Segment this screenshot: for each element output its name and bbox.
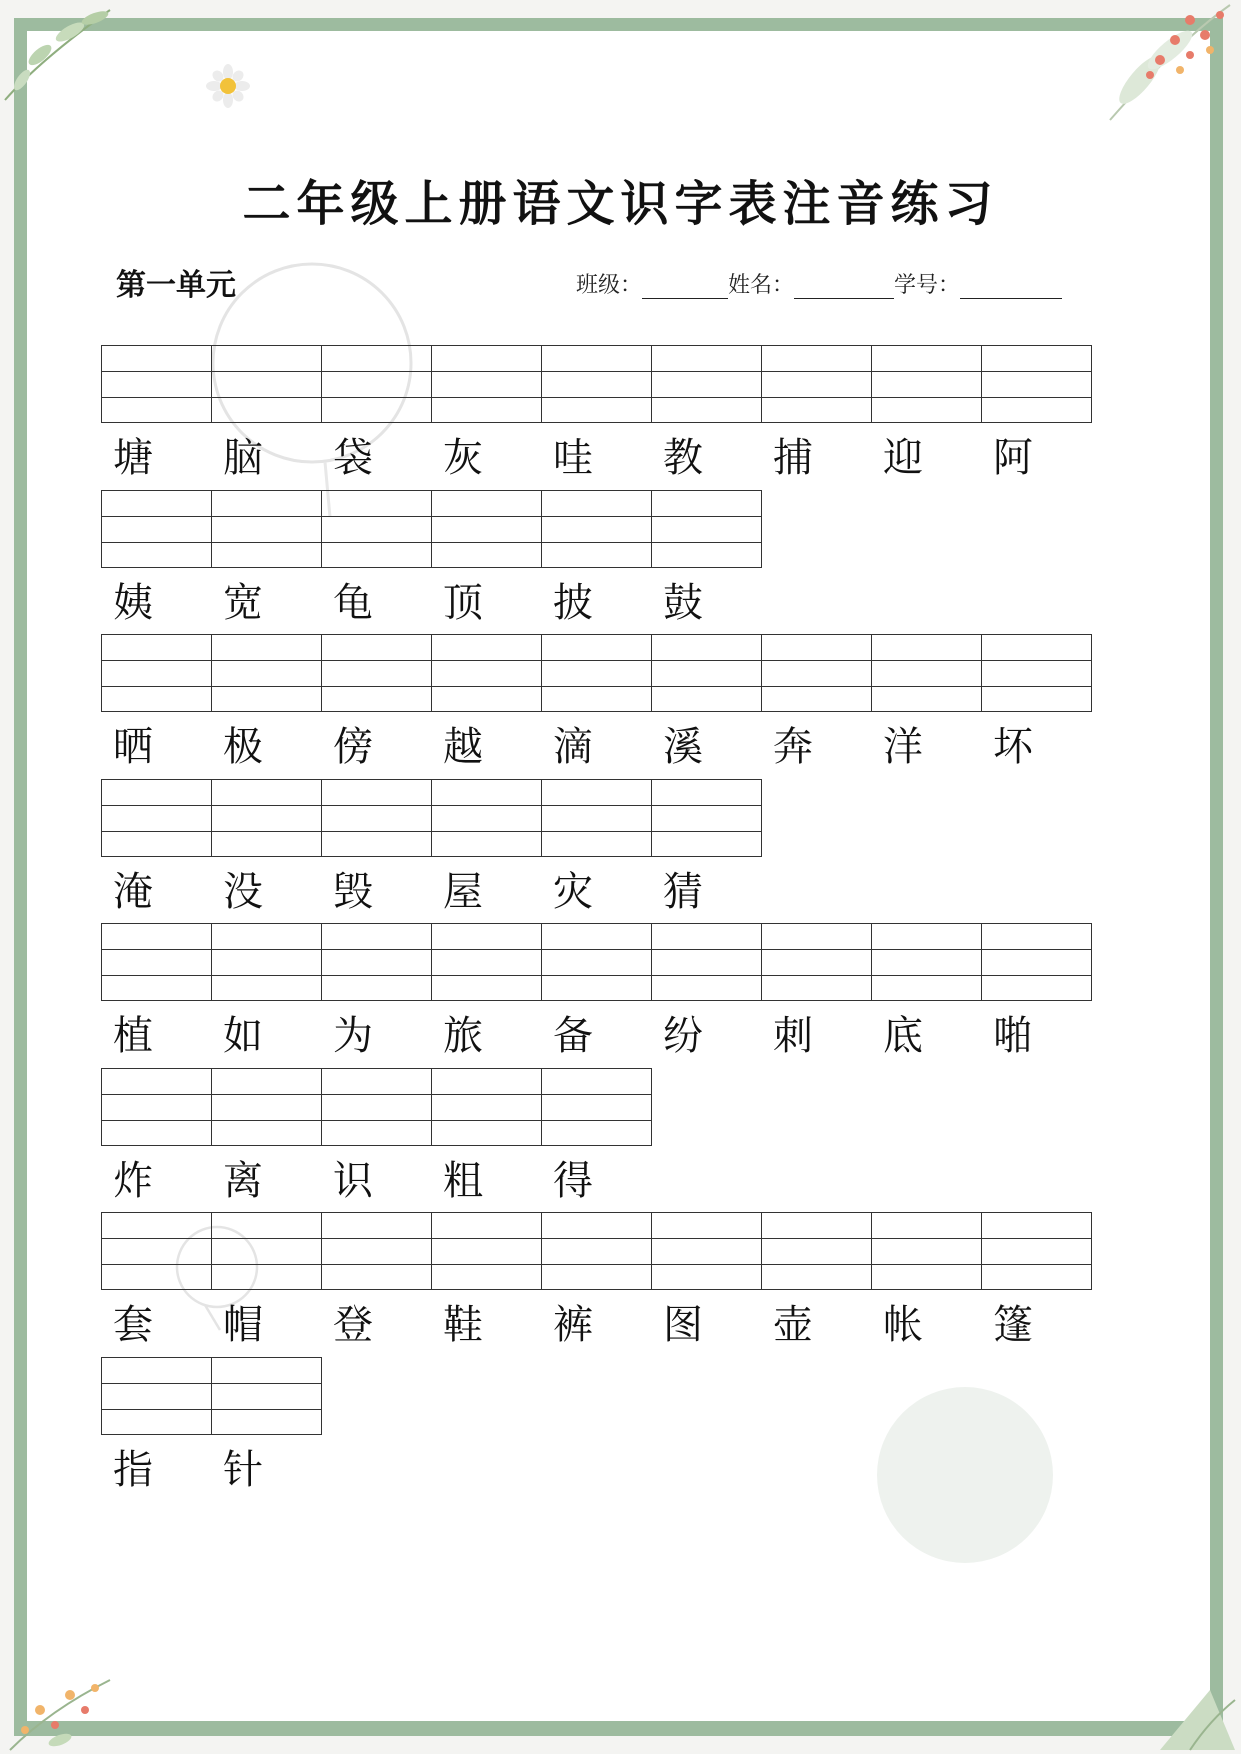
- pinyin-cell[interactable]: [651, 634, 762, 712]
- guide-line: [102, 1120, 211, 1121]
- pinyin-cell[interactable]: [211, 779, 322, 857]
- guide-line: [432, 1120, 541, 1121]
- hanzi-character: 奔: [773, 724, 813, 770]
- guide-line: [212, 1238, 321, 1239]
- guide-line: [982, 660, 1091, 661]
- pinyin-cell[interactable]: [651, 1212, 762, 1290]
- pinyin-cell[interactable]: [321, 490, 432, 568]
- guide-line: [872, 1264, 981, 1265]
- guide-line: [652, 975, 761, 976]
- hanzi-character: 坏: [993, 724, 1033, 770]
- guide-line: [542, 371, 651, 372]
- pinyin-cell[interactable]: [431, 779, 542, 857]
- guide-line: [542, 949, 651, 950]
- hanzi-character: 灰: [443, 435, 483, 481]
- hanzi-character: 得: [553, 1158, 593, 1204]
- page-title: 二年级上册语文识字表注音练习: [242, 176, 999, 232]
- guide-line: [872, 660, 981, 661]
- pinyin-cell[interactable]: [651, 345, 762, 423]
- guide-line: [102, 831, 211, 832]
- hanzi-character: 教: [663, 435, 703, 481]
- hanzi-character: 备: [553, 1013, 593, 1059]
- pinyin-cell[interactable]: [321, 345, 432, 423]
- pinyin-cell[interactable]: [101, 490, 212, 568]
- guide-line: [322, 542, 431, 543]
- guide-line: [432, 805, 541, 806]
- guide-line: [322, 371, 431, 372]
- name-label: 姓名：: [728, 273, 795, 298]
- hanzi-character: 底: [883, 1013, 923, 1059]
- guide-line: [542, 805, 651, 806]
- pinyin-cell[interactable]: [541, 923, 652, 1001]
- pinyin-cell[interactable]: [651, 779, 762, 857]
- guide-line: [212, 1094, 321, 1095]
- number-label: 学号：: [894, 273, 961, 298]
- guide-line: [762, 397, 871, 398]
- guide-line: [432, 831, 541, 832]
- guide-line: [762, 1264, 871, 1265]
- hanzi-character: 啪: [993, 1013, 1033, 1059]
- guide-line: [982, 975, 1091, 976]
- hanzi-character: 迎: [883, 435, 923, 481]
- pinyin-cell[interactable]: [871, 923, 982, 1001]
- hanzi-character: 滴: [553, 724, 593, 770]
- guide-line: [432, 516, 541, 517]
- guide-line: [542, 542, 651, 543]
- guide-line: [542, 1264, 651, 1265]
- guide-line: [652, 542, 761, 543]
- guide-line: [212, 1120, 321, 1121]
- guide-line: [872, 949, 981, 950]
- pinyin-cell[interactable]: [651, 490, 762, 568]
- guide-line: [322, 1120, 431, 1121]
- hanzi-character: 粗: [443, 1158, 483, 1204]
- pinyin-cell[interactable]: [211, 1357, 322, 1435]
- guide-line: [322, 975, 431, 976]
- guide-line: [322, 1264, 431, 1265]
- hanzi-character: 哇: [553, 435, 593, 481]
- guide-line: [322, 686, 431, 687]
- guide-line: [762, 371, 871, 372]
- hanzi-character: 登: [333, 1302, 373, 1348]
- hanzi-character: 灾: [553, 869, 593, 915]
- hanzi-character: 识: [333, 1158, 373, 1204]
- guide-line: [982, 1264, 1091, 1265]
- guide-line: [652, 1264, 761, 1265]
- pinyin-cell[interactable]: [541, 1212, 652, 1290]
- guide-line: [652, 686, 761, 687]
- hanzi-character: 毁: [333, 869, 373, 915]
- hanzi-character: 猜: [663, 869, 703, 915]
- pinyin-cell[interactable]: [211, 345, 322, 423]
- pinyin-cell[interactable]: [101, 1212, 212, 1290]
- guide-line: [212, 949, 321, 950]
- hanzi-character: 塘: [113, 435, 153, 481]
- pinyin-cell[interactable]: [211, 1212, 322, 1290]
- pinyin-cell[interactable]: [981, 345, 1092, 423]
- guide-line: [212, 1383, 321, 1384]
- guide-line: [102, 397, 211, 398]
- guide-line: [542, 1238, 651, 1239]
- guide-line: [212, 1409, 321, 1410]
- guide-line: [212, 516, 321, 517]
- pinyin-cell[interactable]: [541, 779, 652, 857]
- pinyin-cell[interactable]: [651, 923, 762, 1001]
- hanzi-character: 篷: [993, 1302, 1033, 1348]
- guide-line: [762, 1238, 871, 1239]
- guide-line: [432, 371, 541, 372]
- hanzi-character: 溪: [663, 724, 703, 770]
- guide-line: [322, 1238, 431, 1239]
- hanzi-character: 指: [113, 1447, 153, 1493]
- pinyin-cell[interactable]: [321, 1212, 432, 1290]
- pinyin-cell[interactable]: [761, 1212, 872, 1290]
- guide-line: [102, 1383, 211, 1384]
- guide-line: [652, 660, 761, 661]
- guide-line: [872, 371, 981, 372]
- guide-line: [212, 542, 321, 543]
- guide-line: [542, 1094, 651, 1095]
- guide-line: [322, 660, 431, 661]
- guide-line: [102, 542, 211, 543]
- pinyin-cell[interactable]: [101, 345, 212, 423]
- pinyin-cell[interactable]: [321, 634, 432, 712]
- guide-line: [432, 975, 541, 976]
- pinyin-cell[interactable]: [431, 634, 542, 712]
- guide-line: [102, 660, 211, 661]
- guide-line: [982, 686, 1091, 687]
- hanzi-character: 帽: [223, 1302, 263, 1348]
- guide-line: [652, 371, 761, 372]
- flower-sprig-bottom-left-icon: [0, 1650, 130, 1754]
- hanzi-character: 晒: [113, 724, 153, 770]
- pinyin-cell[interactable]: [321, 1068, 432, 1146]
- pinyin-cell[interactable]: [431, 1068, 542, 1146]
- hanzi-character: 屋: [443, 869, 483, 915]
- guide-line: [102, 949, 211, 950]
- guide-line: [652, 949, 761, 950]
- guide-line: [982, 371, 1091, 372]
- guide-line: [432, 660, 541, 661]
- daisy-flower-icon: [206, 64, 250, 108]
- pinyin-cell[interactable]: [211, 1068, 322, 1146]
- hanzi-character: 脑: [223, 435, 263, 481]
- guide-line: [212, 975, 321, 976]
- pinyin-cell[interactable]: [101, 634, 212, 712]
- pinyin-cell[interactable]: [101, 1068, 212, 1146]
- leaf-corner-bottom-right-icon: [1150, 1670, 1241, 1754]
- guide-line: [322, 1094, 431, 1095]
- hanzi-character: 如: [223, 1013, 263, 1059]
- hanzi-character: 姨: [113, 580, 153, 626]
- hanzi-character: 为: [333, 1013, 373, 1059]
- pinyin-cell[interactable]: [211, 923, 322, 1001]
- pinyin-cell[interactable]: [321, 779, 432, 857]
- guide-line: [212, 805, 321, 806]
- guide-line: [652, 1238, 761, 1239]
- pinyin-cell[interactable]: [101, 779, 212, 857]
- pinyin-cell[interactable]: [761, 923, 872, 1001]
- pinyin-cell[interactable]: [761, 634, 872, 712]
- guide-line: [872, 397, 981, 398]
- guide-line: [432, 542, 541, 543]
- guide-line: [542, 397, 651, 398]
- hanzi-character: 阿: [993, 435, 1033, 481]
- hanzi-character: 旅: [443, 1013, 483, 1059]
- hanzi-character: 顶: [443, 580, 483, 626]
- guide-line: [872, 975, 981, 976]
- pinyin-cell[interactable]: [541, 1068, 652, 1146]
- guide-line: [102, 371, 211, 372]
- guide-line: [322, 516, 431, 517]
- hanzi-character: 傍: [333, 724, 373, 770]
- hanzi-character: 披: [553, 580, 593, 626]
- hanzi-character: 套: [113, 1302, 153, 1348]
- guide-line: [652, 516, 761, 517]
- hanzi-character: 没: [223, 869, 263, 915]
- hanzi-character: 洋: [883, 724, 923, 770]
- hanzi-character: 淹: [113, 869, 153, 915]
- pinyin-cell[interactable]: [431, 1212, 542, 1290]
- hanzi-character: 越: [443, 724, 483, 770]
- pinyin-cell[interactable]: [981, 923, 1092, 1001]
- leaf-sprig-top-left-icon: [0, 0, 120, 110]
- guide-line: [322, 397, 431, 398]
- hanzi-character: 纷: [663, 1013, 703, 1059]
- hanzi-character: 炸: [113, 1158, 153, 1204]
- hanzi-character: 宽: [223, 580, 263, 626]
- pinyin-cell[interactable]: [541, 345, 652, 423]
- hanzi-character: 图: [663, 1302, 703, 1348]
- number-blank[interactable]: [960, 274, 1062, 299]
- guide-line: [102, 686, 211, 687]
- guide-line: [652, 397, 761, 398]
- guide-line: [542, 831, 651, 832]
- student-info-bar: [576, 268, 1062, 299]
- guide-line: [762, 949, 871, 950]
- guide-line: [982, 1238, 1091, 1239]
- guide-line: [102, 1409, 211, 1410]
- name-blank[interactable]: [794, 274, 894, 299]
- pinyin-cell[interactable]: [871, 634, 982, 712]
- pinyin-cell[interactable]: [101, 923, 212, 1001]
- guide-line: [432, 397, 541, 398]
- hanzi-character: 针: [223, 1447, 263, 1493]
- guide-line: [432, 949, 541, 950]
- guide-line: [102, 1238, 211, 1239]
- guide-line: [432, 1264, 541, 1265]
- guide-line: [212, 371, 321, 372]
- berry-branch-top-right-icon: [1040, 0, 1241, 140]
- pinyin-cell[interactable]: [431, 490, 542, 568]
- pinyin-cell[interactable]: [211, 490, 322, 568]
- hanzi-character: 壶: [773, 1302, 813, 1348]
- guide-line: [652, 805, 761, 806]
- hanzi-character: 袋: [333, 435, 373, 481]
- guide-line: [102, 1094, 211, 1095]
- guide-line: [542, 975, 651, 976]
- hanzi-character: 鼓: [663, 580, 703, 626]
- guide-line: [102, 1264, 211, 1265]
- pinyin-cell[interactable]: [871, 1212, 982, 1290]
- guide-line: [762, 686, 871, 687]
- pinyin-cell[interactable]: [761, 345, 872, 423]
- pinyin-cell[interactable]: [541, 634, 652, 712]
- pinyin-cell[interactable]: [321, 923, 432, 1001]
- hanzi-character: 植: [113, 1013, 153, 1059]
- hanzi-character: 捕: [773, 435, 813, 481]
- pinyin-cell[interactable]: [101, 1357, 212, 1435]
- unit-heading: 第一单元: [116, 268, 236, 303]
- pinyin-cell[interactable]: [541, 490, 652, 568]
- hanzi-character: 帐: [883, 1302, 923, 1348]
- guide-line: [432, 1238, 541, 1239]
- class-label: 班级：: [576, 273, 643, 298]
- guide-line: [542, 686, 651, 687]
- hanzi-character: 龟: [333, 580, 373, 626]
- class-blank[interactable]: [642, 274, 728, 299]
- pinyin-cell[interactable]: [981, 634, 1092, 712]
- hanzi-character: 刺: [773, 1013, 813, 1059]
- pinyin-cell[interactable]: [211, 634, 322, 712]
- hanzi-character: 离: [223, 1158, 263, 1204]
- guide-line: [872, 686, 981, 687]
- guide-line: [102, 975, 211, 976]
- guide-line: [212, 1264, 321, 1265]
- guide-line: [652, 831, 761, 832]
- guide-line: [982, 949, 1091, 950]
- guide-line: [872, 1238, 981, 1239]
- hanzi-character: 极: [223, 724, 263, 770]
- hanzi-character: 鞋: [443, 1302, 483, 1348]
- guide-line: [212, 397, 321, 398]
- guide-line: [762, 975, 871, 976]
- guide-line: [432, 1094, 541, 1095]
- hanzi-character: 裤: [553, 1302, 593, 1348]
- guide-line: [432, 686, 541, 687]
- guide-line: [102, 516, 211, 517]
- pinyin-cell[interactable]: [431, 345, 542, 423]
- guide-line: [322, 831, 431, 832]
- pinyin-cell[interactable]: [871, 345, 982, 423]
- guide-line: [542, 1120, 651, 1121]
- guide-line: [322, 949, 431, 950]
- guide-line: [212, 686, 321, 687]
- pinyin-cell[interactable]: [981, 1212, 1092, 1290]
- guide-line: [102, 805, 211, 806]
- guide-line: [212, 660, 321, 661]
- guide-line: [762, 660, 871, 661]
- guide-line: [982, 397, 1091, 398]
- pale-circle-decoration: [875, 1385, 1055, 1565]
- pinyin-cell[interactable]: [431, 923, 542, 1001]
- guide-line: [542, 516, 651, 517]
- guide-line: [542, 660, 651, 661]
- guide-line: [212, 831, 321, 832]
- guide-line: [322, 805, 431, 806]
